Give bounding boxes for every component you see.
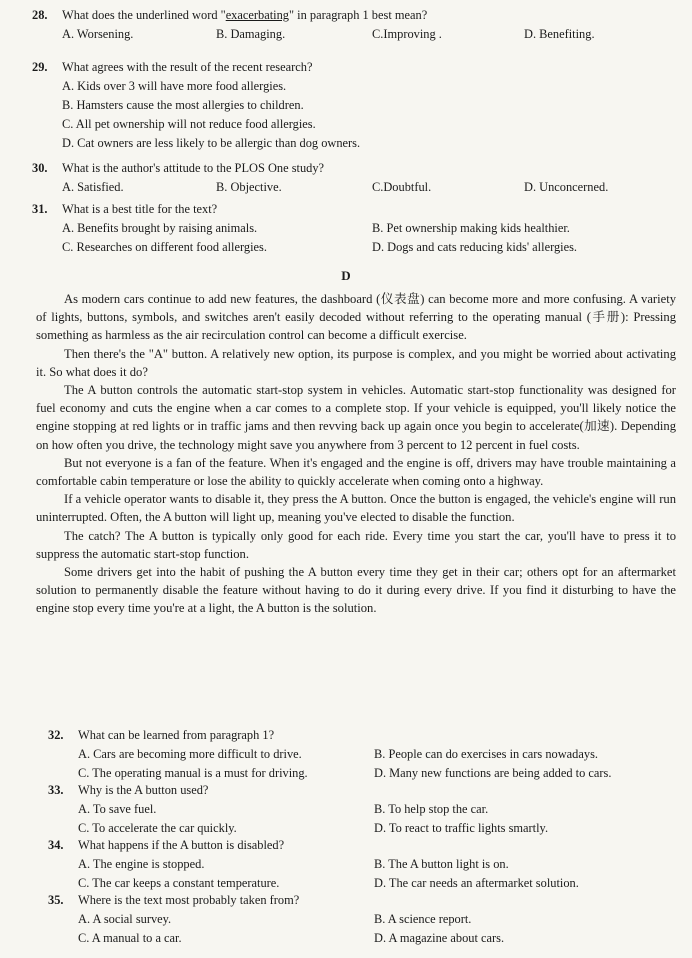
- question-32: [0, 726, 692, 783]
- option-c: C. Researches on different food allergies.: [62, 240, 267, 254]
- question-number: 34.: [48, 838, 64, 852]
- question-34: [0, 836, 692, 893]
- paragraph-2: Then there's the "A" button. A relatively new option, its purpose is complex, and you might be worried about activating it. So what does it do?: [36, 346, 676, 379]
- paragraph-4: But not everyone is a fan of the feature. When it's engaged and the engine is off, drivers may have trouble maintaining a comfortable cabin temperature or lose the ability to quickly accelerate when coming onto a highway.: [36, 455, 676, 489]
- option-d: D. To react to traffic lights smartly.: [374, 821, 549, 835]
- question-30: [0, 159, 692, 197]
- question-35: [0, 891, 692, 948]
- option-d: D. Benefiting.: [524, 27, 595, 41]
- option-a: A. Kids over 3 will have more food allergies.: [62, 79, 287, 93]
- option-d: D. Unconcerned.: [524, 180, 609, 194]
- option-a: A. Worsening.: [62, 27, 134, 41]
- question-31: [0, 200, 692, 257]
- question-stem-line: [0, 58, 692, 77]
- question-number: 35.: [48, 893, 64, 907]
- question-stem: What is a best title for the text?: [62, 202, 218, 216]
- option-d: D. Dogs and cats reducing kids' allergies.: [372, 240, 578, 254]
- option-row: [0, 77, 692, 96]
- option-b: B. A science report.: [374, 912, 472, 926]
- question-stem-line: [0, 6, 692, 25]
- option-b: B. The A button light is on.: [374, 857, 509, 871]
- question-number: 31.: [32, 202, 48, 216]
- option-d: D. Many new functions are being added to cars.: [374, 766, 612, 780]
- option-c: C. A manual to a car.: [78, 931, 182, 945]
- options-row: [0, 238, 692, 257]
- options-row: [0, 855, 692, 874]
- options-row: [0, 178, 692, 197]
- option-c: C.Improving .: [372, 27, 442, 41]
- passage-d: [36, 290, 676, 618]
- options-row: [0, 745, 692, 764]
- question-stem-line: [0, 200, 692, 219]
- option-c: C. The car keeps a constant temperature.: [78, 876, 280, 890]
- question-stem: What happens if the A button is disabled?: [78, 838, 285, 852]
- question-stem: What is the author's attitude to the PLOS One study?: [62, 161, 325, 175]
- option-a: A. A social survey.: [78, 912, 172, 926]
- option-b: B. People can do exercises in cars nowadays.: [374, 747, 598, 761]
- option-row: [0, 115, 692, 134]
- paragraph-7: Some drivers get into the habit of pushing the A button every time they get in their car; others opt for an aftermarket solution to permanently disable the feature without having to do it during every drive. If you find it disturbing to have the engine stop every time you're at a light, the A button is the solution.: [36, 565, 676, 616]
- option-a: A. The engine is stopped.: [78, 857, 205, 871]
- option-a: A. Benefits brought by raising animals.: [62, 221, 258, 235]
- options-row: [0, 219, 692, 238]
- option-c: C. To accelerate the car quickly.: [78, 821, 237, 835]
- paragraph-5: If a vehicle operator wants to disable it, they press the A button. Once the button is engaged, the vehicle's engine will run uninterrupted. Often, the A button will light up, meaning you've elected to disable the function.: [36, 492, 676, 525]
- question-stem-line: [0, 891, 692, 910]
- option-a: A. To save fuel.: [78, 802, 157, 816]
- question-stem: What does the underlined word "exacerbating" in paragraph 1 best mean?: [62, 8, 428, 22]
- paragraph-3: The A button controls the automatic start-stop system in vehicles. Automatic start-stop functionality was designed for fuel economy and cuts the engine when a car comes to a complete stop. If your vehicle is equipped, you'll likely notice the engine stopping at red lights or in traffic jams and then revving back up again once you begin to accelerate(加速). Depending on how often you drive, the technology might save you anywhere from 3 percent to 12 percent in fuel costs.: [36, 383, 676, 452]
- question-stem-line: [0, 726, 692, 745]
- options-row: [0, 800, 692, 819]
- paragraph-1: As modern cars continue to add new features, the dashboard (仪表盘) can become more and more confusing. A variety of lights, buttons, symbols, and switches aren't easily decoded without referring to the operating manual (手册): Pressing something as harmless as the air recirculation control can become a difficult exercise.: [36, 292, 676, 343]
- question-29: [0, 58, 692, 153]
- option-b: B. Damaging.: [216, 27, 286, 41]
- section-label: D: [341, 268, 351, 283]
- question-number: 28.: [32, 8, 48, 22]
- question-number: 30.: [32, 161, 48, 175]
- question-stem: What agrees with the result of the recent research?: [62, 60, 313, 74]
- option-b: B. Pet ownership making kids healthier.: [372, 221, 570, 235]
- option-d: D. A magazine about cars.: [374, 931, 505, 945]
- question-number: 32.: [48, 728, 64, 742]
- question-number: 33.: [48, 783, 64, 797]
- options-row: [0, 929, 692, 948]
- option-b: B. Hamsters cause the most allergies to children.: [62, 98, 304, 112]
- question-28: [0, 6, 692, 44]
- question-stem-line: [0, 781, 692, 800]
- underlined-word: exacerbating: [225, 8, 289, 22]
- options-row: [0, 25, 692, 44]
- option-b: B. Objective.: [216, 180, 282, 194]
- option-a: A. Cars are becoming more difficult to drive.: [78, 747, 302, 761]
- question-stem-line: [0, 836, 692, 855]
- option-d: D. Cat owners are less likely to be allergic than dog owners.: [62, 136, 361, 150]
- question-stem-line: [0, 159, 692, 178]
- question-stem: Where is the text most probably taken from?: [78, 893, 300, 907]
- options-row: [0, 910, 692, 929]
- paragraph-6: The catch? The A button is typically only good for each ride. Every time you start the car, you'll have to press it to suppress the automatic start-stop function.: [36, 528, 676, 561]
- option-c: C. The operating manual is a must for driving.: [78, 766, 308, 780]
- question-stem: What can be learned from paragraph 1?: [78, 728, 275, 742]
- option-row: [0, 96, 692, 115]
- option-row: [0, 134, 692, 153]
- option-c: C. All pet ownership will not reduce food allergies.: [62, 117, 316, 131]
- option-c: C.Doubtful.: [372, 180, 432, 194]
- question-number: 29.: [32, 60, 48, 74]
- question-33: [0, 781, 692, 838]
- option-d: D. The car needs an aftermarket solution.: [374, 876, 579, 890]
- option-a: A. Satisfied.: [62, 180, 124, 194]
- option-b: B. To help stop the car.: [374, 802, 489, 816]
- question-stem: Why is the A button used?: [78, 783, 209, 797]
